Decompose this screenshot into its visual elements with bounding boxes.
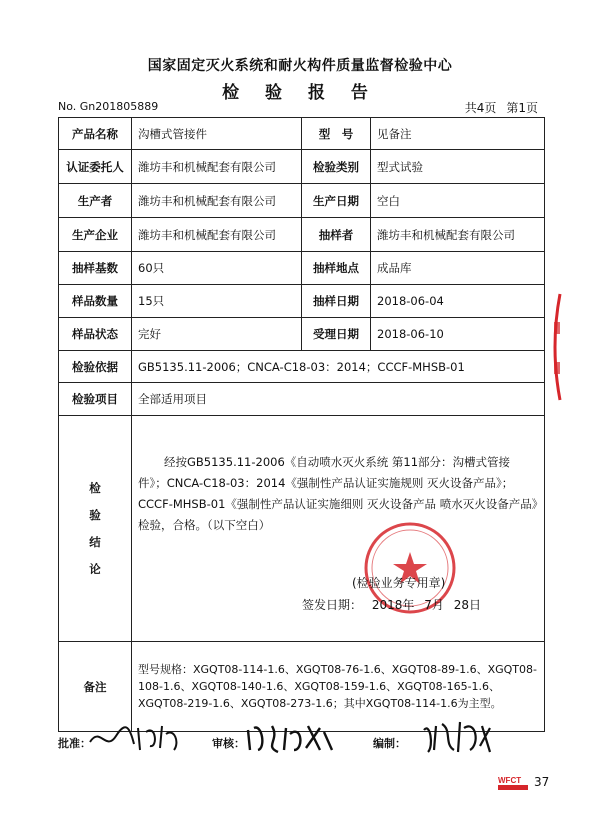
sample-base-value: 60只: [132, 252, 302, 285]
issue-day: 28日: [453, 598, 481, 612]
reviewer-signature: [244, 720, 336, 756]
conclusion-text: 经按GB5135.11-2006《自动喷水灭火系统 第11部分：沟槽式管接件》；CNCA-C18-03：2014《强制性产品认证实施规则 灭火设备产品》；CCCF-MHSB-01《强制性产品认证实施细则 灭火设备产品 喷水灭火设备产品》检验，合格。（以下空白）: [138, 454, 538, 532]
product-name-value: 沟槽式管接件: [132, 118, 302, 150]
sample-place-value: 成品库: [371, 252, 545, 285]
basis-label: 检验依据: [59, 351, 132, 383]
items-label: 检验项目: [59, 383, 132, 416]
report-title: 检 验 报 告: [222, 83, 378, 103]
issue-date: [302, 596, 481, 613]
compiler-signature: [420, 716, 498, 758]
table-row: [59, 252, 545, 285]
manufacturer-value: 潍坊丰和机械配套有限公司: [132, 184, 302, 218]
conclusion-label-char: 检: [89, 480, 101, 495]
table-row: [59, 218, 545, 252]
model-value: 见备注: [371, 118, 545, 150]
manufacturer-label: 生产者: [59, 184, 132, 218]
conclusion-label-char: 验: [89, 507, 101, 522]
approve-label: 批准：: [58, 737, 91, 750]
page-indicator: [455, 99, 538, 116]
sample-qty-label: 样品数量: [59, 285, 132, 318]
sample-place-label: 抽样地点: [302, 252, 371, 285]
production-date-label: 生产日期: [302, 184, 371, 218]
compile-label: 编制：: [373, 737, 406, 750]
model-label: 型 号: [302, 118, 371, 150]
conclusion-label-char: 结: [89, 534, 101, 549]
total-pages: 共4页: [464, 101, 497, 115]
accept-date-value: 2018-06-10: [371, 318, 545, 351]
table-row: [59, 318, 545, 351]
issue-month: 7月: [424, 598, 444, 612]
basis-value: GB5135.11-2006；CNCA-C18-03：2014；CCCF-MHSB-01: [132, 351, 545, 383]
table-row: [59, 184, 545, 218]
sampling-date-value: 2018-06-04: [371, 285, 545, 318]
approver-signature: [86, 718, 186, 758]
sample-qty-value: 15只: [132, 285, 302, 318]
test-type-value: 型式试验: [371, 150, 545, 184]
table-row: [59, 383, 545, 416]
page-number: 37: [534, 775, 550, 789]
items-value: 全部适用项目: [132, 383, 545, 416]
remarks-text: 型号规格：XGQT08-114-1.6、XGQT08-76-1.6、XGQT08-89-1.6、XGQT08-108-1.6、XGQT08-140-1.6、XGQT08-159-1.6、XGQT08-165-1.6、XGQT08-219-1.6、XGQT08-273-1.6；其中XGQT08-114-1.6为主型。: [132, 642, 545, 732]
sample-base-label: 抽样基数: [59, 252, 132, 285]
report-table: [58, 117, 545, 732]
table-row: [59, 118, 545, 150]
conclusion-label: [59, 416, 132, 642]
issue-year: 2018年: [371, 598, 415, 612]
test-type-label: 检验类别: [302, 150, 371, 184]
sample-state-label: 样品状态: [59, 318, 132, 351]
conclusion-label-char: 论: [89, 561, 101, 576]
client-label: 认证委托人: [59, 150, 132, 184]
current-page: 第1页: [506, 101, 538, 115]
wfct-logo: [496, 774, 530, 792]
issue-date-label: 签发日期：: [302, 598, 363, 612]
production-date-value: 空白: [371, 184, 545, 218]
report-number: No. Gn201805889: [58, 100, 159, 113]
edge-seal: [548, 292, 562, 402]
producer-label: 生产企业: [59, 218, 132, 252]
sampler-value: 潍坊丰和机械配套有限公司: [371, 218, 545, 252]
producer-value: 潍坊丰和机械配套有限公司: [132, 218, 302, 252]
sampler-label: 抽样者: [302, 218, 371, 252]
seal-caption: (检验业务专用章): [352, 576, 446, 590]
table-row: [59, 285, 545, 318]
client-value: 潍坊丰和机械配套有限公司: [132, 150, 302, 184]
svg-text:WFCT: WFCT: [498, 776, 522, 785]
remarks-label: 备注: [59, 642, 132, 732]
sample-state-value: 完好: [132, 318, 302, 351]
accept-date-label: 受理日期: [302, 318, 371, 351]
org-name: 国家固定灭火系统和耐火构件质量监督检验中心: [147, 58, 453, 74]
review-label: 审核：: [212, 737, 245, 750]
sampling-date-label: 抽样日期: [302, 285, 371, 318]
table-row: [59, 351, 545, 383]
table-row: [59, 150, 545, 184]
product-name-label: 产品名称: [59, 118, 132, 150]
